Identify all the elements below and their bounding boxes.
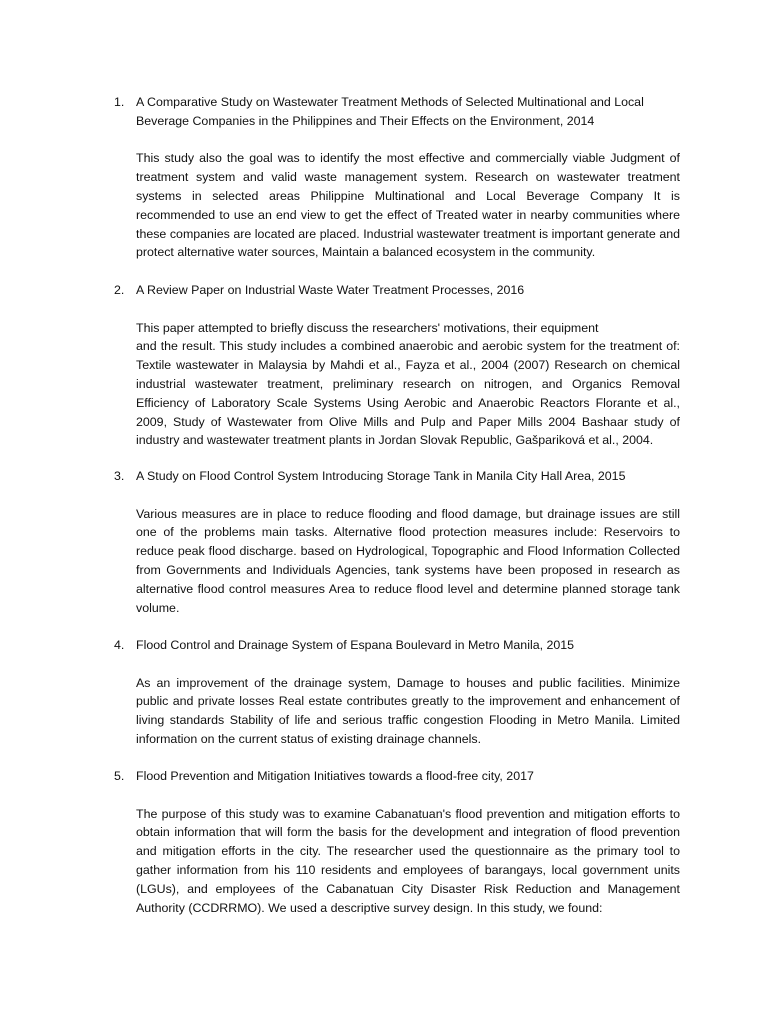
- item-body: The purpose of this study was to examine Cabanatuan's flood prevention and mitigation efforts to obtain information that will form the basis for the development and integration of flood prevention and mitigation efforts in the city. The researcher used the questionnaire as the primary tool to gather information from his 110 residents and employees of barangays, local government units (LGUs), and employees of the Cabanatuan City Disaster Risk Reduction and Management Authority (CCDRRMO). We used a descriptive survey design. In this study, we found:: [136, 806, 680, 915]
- item-title: Flood Control and Drainage System of Espana Boulevard in Metro Manila, 2015: [136, 638, 575, 652]
- list-item: [114, 767, 680, 917]
- item-number: 5.: [114, 769, 125, 783]
- item-title: A Review Paper on Industrial Waste Water Treatment Processes, 2016: [136, 283, 525, 297]
- item-body: This study also the goal was to identify the most effective and commercially viable Judgment of treatment system and valid waste management system. Research on wastewater treatment systems in selected areas Philippine Multinational and Local Beverage Company It is recommended to use an end view to get the effect of Treated water in nearby communities where these companies are located are placed. Industrial wastewater treatment is important generate and protect alternative water sources, Maintain a balanced ecosystem in the community.: [136, 151, 680, 260]
- item-number: 3.: [114, 469, 125, 483]
- list-item: [114, 467, 680, 617]
- list-item: [114, 93, 680, 262]
- item-number: 4.: [114, 638, 125, 652]
- item-body: Various measures are in place to reduce flooding and flood damage, but drainage issues are still one of the problems main tasks. Alternative flood protection measures include: Reservoirs to reduce peak flood discharge. based on Hydrological, Topographic and Flood Information Collected from Governments and Individuals Agencies, tank systems have been proposed in research as alternative flood control measures Area to reduce flood level and determine planned storage tank volume.: [136, 506, 680, 615]
- item-body-first-line: This paper attempted to briefly discuss the researchers' motivations, their equipment: [136, 320, 599, 335]
- item-body: [136, 319, 680, 451]
- list-item: [114, 636, 680, 749]
- item-title: A Comparative Study on Wastewater Treatment Methods of Selected Multinational and Local Beverage Companies in the Philippines and Their Effects on the Environment, 2014: [136, 95, 644, 128]
- item-body-rest: and the result. This study includes a combined anaerobic and aerobic system for the treatment of: Textile wastewater in Malaysia by Mahdi et al., Fayza et al., 2004 (2007) Research on chemical industrial wastewater treatment, preliminary research on nitrogen, and Organics Removal Efficiency of Laboratory Scale Systems Using Aerobic and Anaerobic Reactors Florante et al., 2009, Study of Wastewater from Olive Mills and Pulp and Paper Mills 2004 Bashaar study of industry and wastewater treatment plants in Jordan Slovak Republic, Gašpariková et al., 2004.: [136, 339, 680, 448]
- item-title: A Study on Flood Control System Introducing Storage Tank in Manila City Hall Area, 2015: [136, 469, 626, 483]
- item-number: 1.: [114, 95, 125, 109]
- item-number: 2.: [114, 283, 125, 297]
- item-title: Flood Prevention and Mitigation Initiatives towards a flood-free city, 2017: [136, 769, 534, 783]
- item-body: As an improvement of the drainage system, Damage to houses and public facilities. Minimize public and private losses Real estate contributes greatly to the improvement and enhancement of living standards Stability of life and serious traffic congestion Flooding in Metro Manila. Limited information on the current status of existing drainage channels.: [136, 675, 680, 746]
- list-item: [114, 281, 680, 450]
